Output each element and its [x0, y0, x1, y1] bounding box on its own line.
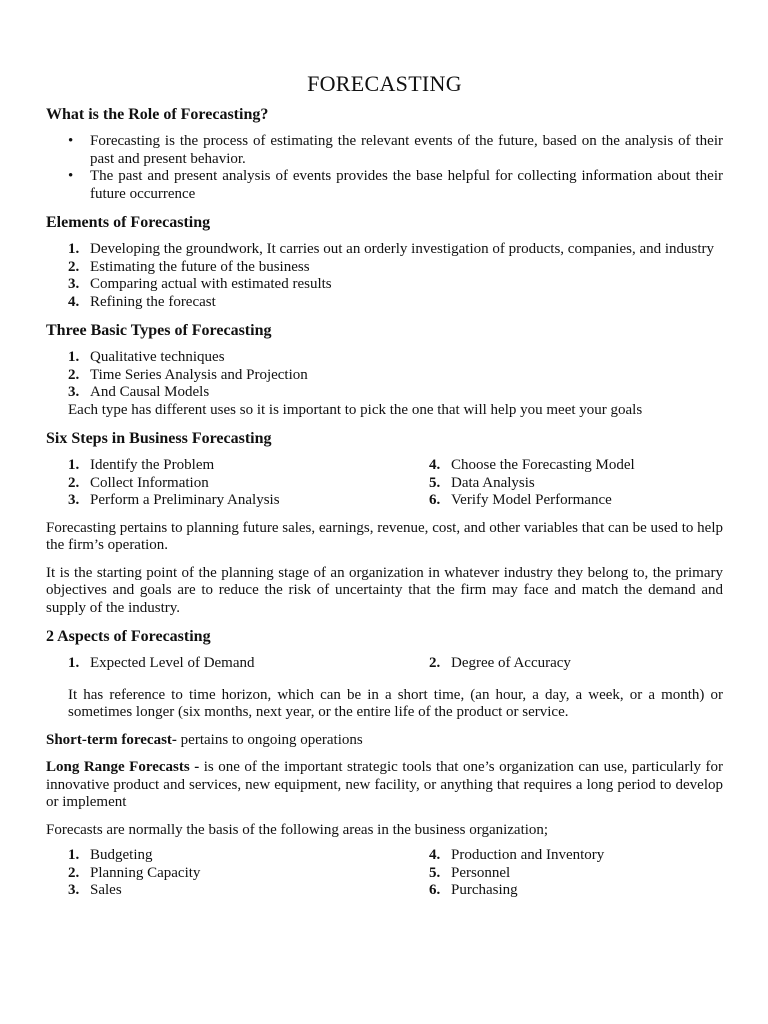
list-item-text: Production and Inventory	[451, 847, 605, 863]
list-item-text: Collect Information	[90, 474, 209, 491]
list-number: 1.	[68, 847, 80, 863]
list-number: 1.	[68, 241, 80, 257]
types-list	[46, 349, 723, 402]
list-item-text: Perform a Preliminary Analysis	[90, 492, 280, 508]
role-bullet-list	[46, 133, 723, 203]
list-item	[46, 294, 723, 312]
section-heading-types: Three Basic Types of Forecasting	[46, 322, 272, 339]
list-item	[46, 384, 723, 402]
document-title: FORECASTING	[307, 71, 462, 96]
list-item	[407, 475, 723, 493]
short-term-label: Short-term forecast-	[46, 731, 177, 748]
section-heading-elements: Elements of Forecasting	[46, 214, 211, 231]
areas-intro: Forecasts are normally the basis of the following areas in the business organization;	[46, 821, 549, 838]
short-term-text: pertains to ongoing operations	[176, 731, 363, 748]
list-number: 1.	[68, 457, 80, 473]
aspects-columns	[46, 655, 723, 673]
list-item-text: Time Series Analysis and Projection	[90, 366, 308, 383]
list-item-text: Comparing actual with estimated results	[90, 276, 332, 292]
steps-columns	[46, 457, 723, 510]
list-number: 1.	[68, 349, 80, 365]
list-item	[46, 865, 407, 883]
list-number: 5.	[429, 474, 441, 491]
section-heading-aspects: 2 Aspects of Forecasting	[46, 628, 211, 645]
list-item	[46, 457, 407, 475]
list-item	[46, 367, 723, 385]
list-item	[407, 847, 723, 865]
list-item	[46, 847, 407, 865]
list-number: 1.	[68, 655, 80, 671]
list-item-text: Identify the Problem	[90, 457, 215, 473]
list-item-text: Purchasing	[451, 882, 518, 898]
bullet-item: • The past and present analysis of events provides the base helpful for collecting information about their future occurrence	[46, 168, 723, 203]
elements-list	[46, 241, 723, 311]
list-item	[46, 492, 407, 510]
list-item	[407, 655, 723, 673]
list-item-text: Degree of Accuracy	[451, 655, 571, 671]
list-item	[46, 349, 723, 367]
aspects-note: It has reference to time horizon, which can be in a short time, (an hour, a day, a week, or a month) or sometimes longer (six months, next year, or the entire life of the product or service.	[68, 686, 723, 720]
steps-list-left	[46, 457, 407, 510]
list-number: 4.	[68, 293, 80, 310]
list-item-text: Planning Capacity	[90, 864, 201, 881]
list-number: 2.	[68, 864, 80, 881]
list-number: 2.	[68, 366, 80, 383]
list-item	[46, 655, 407, 673]
steps-right-column	[407, 457, 723, 510]
paragraph-planning: Forecasting pertains to planning future sales, earnings, revenue, cost, and other variables that can be used to help the firm’s operation.	[46, 519, 723, 553]
list-number: 2.	[429, 655, 441, 671]
list-number: 6.	[429, 492, 441, 508]
list-item-text: Sales	[90, 882, 122, 898]
section-heading-steps: Six Steps in Business Forecasting	[46, 430, 272, 447]
list-item	[407, 865, 723, 883]
aspects-right-column	[407, 655, 723, 673]
list-number: 4.	[429, 457, 441, 473]
areas-list-left	[46, 847, 407, 900]
list-item	[46, 475, 407, 493]
list-item-text: Estimating the future of the business	[90, 258, 310, 275]
list-item	[407, 882, 723, 900]
areas-columns	[46, 847, 723, 900]
list-item	[46, 276, 723, 294]
list-item-text: Refining the forecast	[90, 293, 216, 310]
steps-left-column	[46, 457, 407, 510]
short-term-paragraph	[46, 732, 723, 750]
list-number: 3.	[68, 276, 80, 292]
list-item-text: Expected Level of Demand	[90, 655, 255, 671]
list-number: 3.	[68, 882, 80, 898]
list-item	[407, 492, 723, 510]
bullet-item: • Forecasting is the process of estimating the relevant events of the future, based on the analysis of their past and present behavior.	[46, 133, 723, 168]
list-item-text: Budgeting	[90, 847, 153, 863]
types-note: Each type has different uses so it is important to pick the one that will help you meet your goals	[68, 401, 643, 418]
long-range-text: is one of the important strategic tools that one’s organization can use, particularly for innovative product and services, new equipment, new facility, or anything that requires a long period to develop or implement	[46, 759, 723, 810]
list-number: 6.	[429, 882, 441, 898]
paragraph-starting-point: It is the starting point of the planning stage of an organization in whatever industry they belong to, the primary objectives and goals are to reduce the risk of uncertainty that the firm may face and match the demand and supply of the industry.	[46, 564, 723, 616]
list-number: 5.	[429, 864, 441, 881]
aspects-list-left	[46, 655, 407, 673]
steps-list-right	[407, 457, 723, 510]
section-heading-role: What is the Role of Forecasting?	[46, 106, 269, 123]
list-item-text: Verify Model Performance	[451, 492, 612, 508]
areas-list-right	[407, 847, 723, 900]
list-number: 2.	[68, 474, 80, 491]
list-number: 2.	[68, 258, 80, 275]
list-number: 3.	[68, 492, 80, 508]
aspects-list-right	[407, 655, 723, 673]
list-item	[46, 241, 723, 259]
areas-left-column	[46, 847, 407, 900]
long-range-label: Long Range Forecasts -	[46, 759, 200, 775]
list-item-text: Data Analysis	[451, 474, 535, 491]
areas-right-column	[407, 847, 723, 900]
list-item-text: Developing the groundwork, It carries out an orderly investigation of products, companies, and industry	[90, 241, 715, 257]
list-item-text: Personnel	[451, 864, 511, 881]
list-item-text: Qualitative techniques	[90, 349, 225, 365]
list-item	[46, 882, 407, 900]
aspects-left-column	[46, 655, 407, 673]
long-range-paragraph	[46, 759, 723, 812]
list-item-text: And Causal Models	[90, 384, 210, 400]
list-number: 3.	[68, 384, 80, 400]
list-item	[46, 259, 723, 277]
list-item-text: Choose the Forecasting Model	[451, 457, 635, 473]
list-item	[407, 457, 723, 475]
list-number: 4.	[429, 847, 441, 863]
